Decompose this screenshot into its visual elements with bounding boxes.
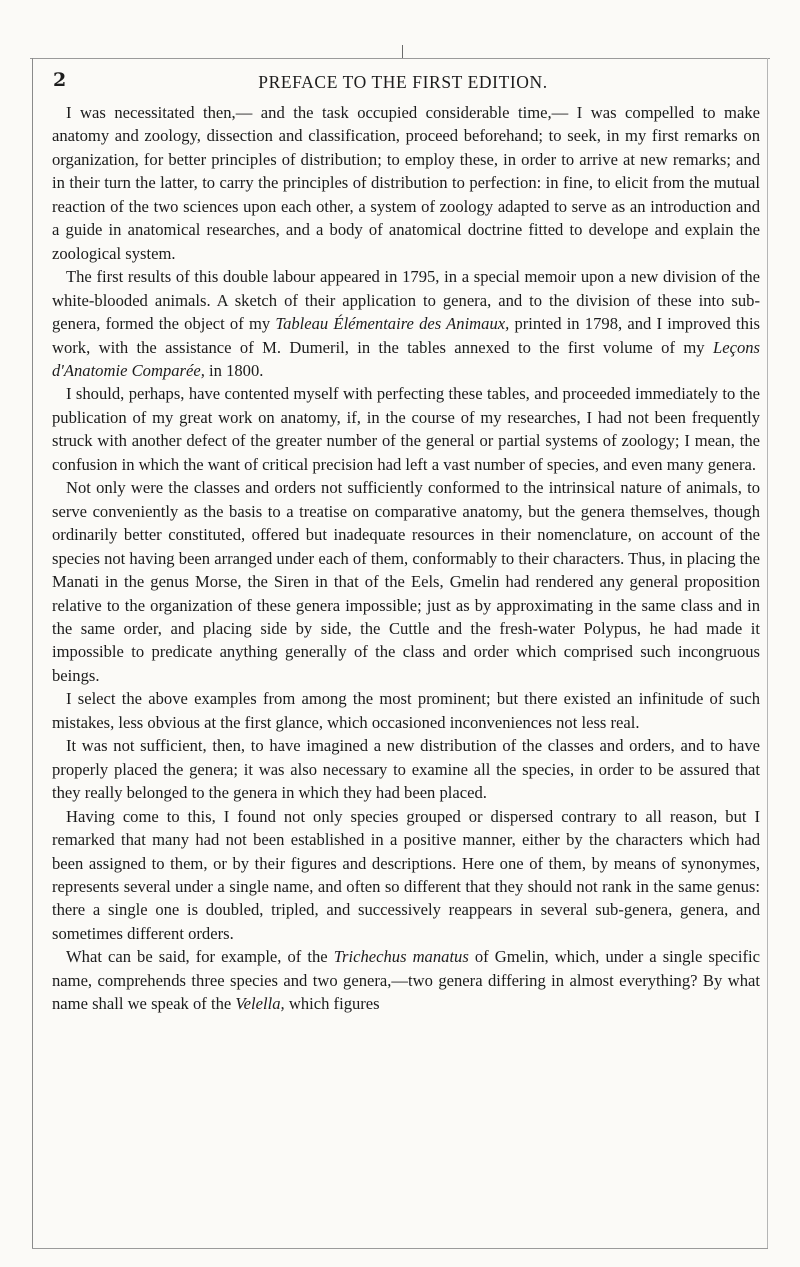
text-run: The first results of this double labour appeared in 1795, in a special memoir upon a new division of the white-blooded animals. A sketch of their application to genera, and to the division of these into sub-genera, formed the object of my	[52, 267, 760, 334]
page-border-top	[30, 58, 770, 59]
paragraph: Not only were the classes and orders not sufficiently conformed to the intrinsical nature of animals, to serve conveniently as the basis to a treatise on comparative anatomy, but the genera themselves, though ordinarily better constituted, offered but inadequate resources in their nomenclature, on account of the species not having been arranged under each of them, conformably to their characters. Thus, in placing the Manati in the genus Morse, the Siren in that of the Eels, Gmelin had rendered any general proposition relative to the organization of these genera impossible; just as by approximating in the same class and in the same order, and placing side by side, the Cuttle and the fresh-water Polypus, he had made it impossible to predicate anything generally of the class and order which comprised such incongruous beings.	[52, 478, 760, 685]
paragraph: It was not sufficient, then, to have imagined a new distribution of the classes and orders, and to have properly placed the genera; it was also necessary to examine all the species, in order to be assured that they really belonged to the genera in which they had been placed.	[52, 736, 760, 803]
italic-title: Leçons d'Anatomie Comparée,	[52, 337, 760, 380]
paragraph: I should, perhaps, have contented myself with perfecting these tables, and proceeded immediately to the publication of my great work on anatomy, if, in the course of my researches, I had not been frequently struck with another defect of the greater number of the general or partial systems of zoology; I mean, the confusion in which the want of critical precision had left a vast number of species, and even many genera.	[52, 384, 760, 474]
text-run: which figures	[284, 994, 380, 1014]
italic-title: Tableau Élémentaire des Animaux,	[275, 314, 510, 334]
paragraph: I was necessitated then,— and the task occupied considerable time,— I was compelled to make anatomy and zoology, dissection and classification, proceed beforehand; to seek, in my first remarks on organization, for better principles of distribution; to employ these, in order to arrive at new remarks; and in their turn the latter, to carry the principles of distribution to perfection: in fine, to elicit from the mutual reaction of the two sciences upon each other, a system of zoology adapted to serve as an introduction and a guide in anatomical researches, and a body of anatomical doctrine fitted to develope and explain the zoological system.	[52, 103, 760, 263]
text-run: in 1800.	[204, 360, 264, 380]
scan-edge-mark	[402, 45, 403, 58]
paragraph: I select the above examples from among the most prominent; but there existed an infinitude of such mistakes, less obvious at the first glance, which occasioned inconveniences not less real.	[52, 689, 760, 732]
page-header	[48, 65, 758, 95]
italic-species-name: Trichechus manatus	[333, 947, 469, 967]
paragraph	[52, 945, 760, 1015]
body-text	[52, 101, 760, 1016]
page-number: 2	[53, 69, 68, 91]
running-head: PREFACE TO THE FIRST EDITION.	[258, 72, 548, 92]
page-border-left	[32, 58, 33, 1248]
paragraph	[52, 265, 760, 382]
text-run: of Gmelin, which, under a single specific name, comprehends three species and two genera,—two genera differing in almost everything? By what name shall we speak of the	[52, 947, 760, 1014]
italic-species-name: Velella,	[235, 994, 285, 1014]
text-run: printed in 1798, and I improved this work, with the assistance of M. Dumeril, in the tables annexed to the first volume of my	[52, 314, 761, 357]
text-run: What can be said, for example, of the	[66, 947, 334, 967]
paragraph: Having come to this, I found not only species grouped or dispersed contrary to all reason, but I remarked that many had not been established in a positive manner, either by the characters which had been assigned to them, or by their figures and descriptions. Here one of them, by means of synonymes, represents several under a single name, and often so different that they should not rank in the same genus: there a single one is doubled, tripled, and successively reappears in several sub-genera, genera, and sometimes different orders.	[52, 806, 760, 943]
page-border-right	[767, 58, 768, 1248]
page-border-bottom	[32, 1248, 768, 1249]
